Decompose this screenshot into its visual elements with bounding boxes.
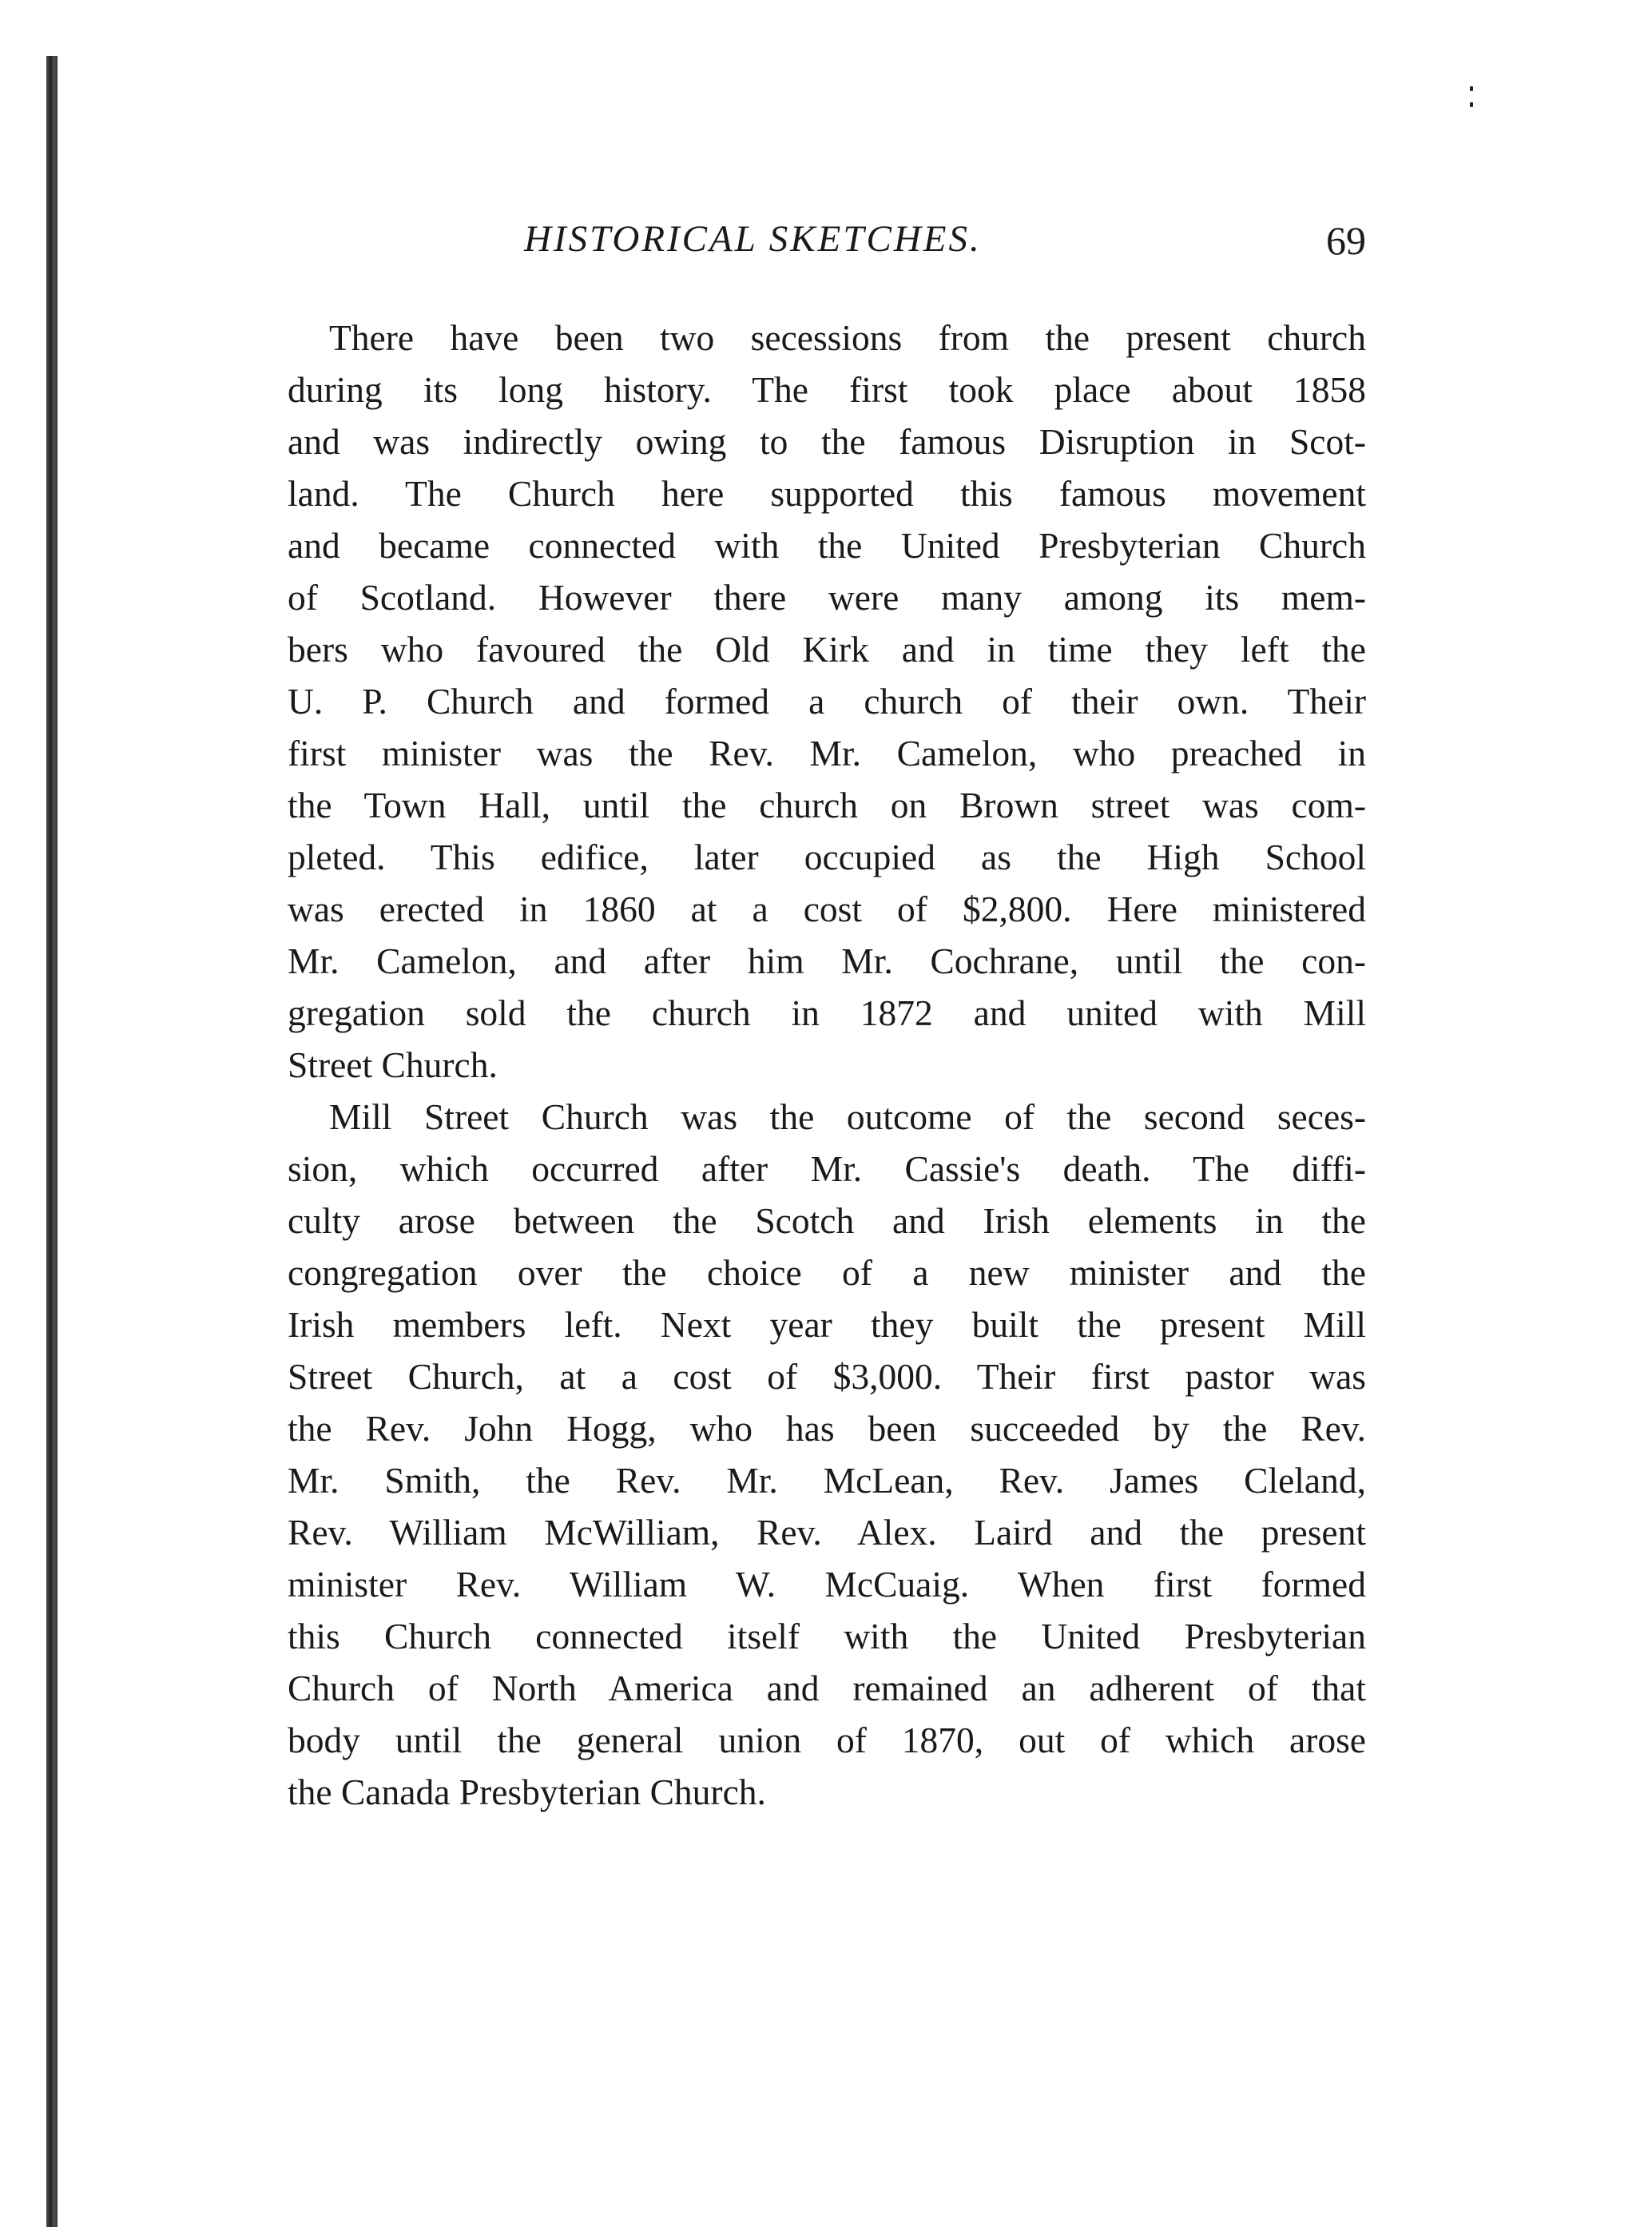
running-head (288, 217, 1366, 273)
text-line: this Church connected itself with the United Presbyterian (288, 1616, 1366, 1656)
text-line: the Rev. John Hogg, who has been succeeded by the Rev. (288, 1408, 1366, 1449)
text-line: U. P. Church and formed a church of their own. Their (288, 681, 1366, 722)
text-line: and became connected with the United Presbyterian Church (288, 525, 1366, 566)
text-line: There have been two secessions from the present church (329, 317, 1366, 358)
text-line: pleted. This edifice, later occupied as the High School (288, 837, 1366, 877)
text-line: first minister was the Rev. Mr. Camelon, who preached in (288, 733, 1366, 773)
text-line: Mr. Smith, the Rev. Mr. McLean, Rev. James Cleland, (288, 1460, 1366, 1501)
text-line: bers who favoured the Old Kirk and in time they left the (288, 629, 1366, 670)
text-line: minister Rev. William W. McCuaig. When first formed (288, 1564, 1366, 1605)
text-line: Rev. William McWilliam, Rev. Alex. Laird and the present (288, 1512, 1366, 1553)
text-line: congregation over the choice of a new minister and the (288, 1252, 1366, 1293)
running-title: HISTORICAL SKETCHES. (524, 218, 982, 260)
text-line: was erected in 1860 at a cost of $2,800. Here ministered (288, 889, 1366, 929)
text-line: gregation sold the church in 1872 and united with Mill (288, 992, 1366, 1033)
text-line: the Canada Presbyterian Church. (288, 1772, 766, 1812)
text-line: Church of North America and remained an adherent of that (288, 1668, 1366, 1708)
text-line: body until the general union of 1870, out of which arose (288, 1720, 1366, 1760)
text-line: Street Church, at a cost of $3,000. Their first pastor was (288, 1356, 1366, 1397)
scan-speck (1470, 102, 1473, 107)
text-line: Irish members left. Next year they built the present Mill (288, 1304, 1366, 1345)
scan-speck (1470, 86, 1473, 91)
page-number: 69 (1326, 218, 1366, 263)
body-text (288, 312, 1366, 1818)
text-line: Street Church. (288, 1044, 498, 1085)
text-line: sion, which occurred after Mr. Cassie's death. The diffi- (288, 1148, 1366, 1189)
scan-binding-edge (46, 56, 58, 2227)
text-line: and was indirectly owing to the famous Disruption in Scot- (288, 421, 1366, 462)
text-line: of Scotland. However there were many among its mem- (288, 577, 1366, 618)
paragraph-1 (288, 312, 1366, 1091)
text-line: the Town Hall, until the church on Brown street was com- (288, 785, 1366, 825)
text-line: Mr. Camelon, and after him Mr. Cochrane, until the con- (288, 941, 1366, 981)
text-line: land. The Church here supported this famous movement (288, 473, 1366, 514)
text-line: culty arose between the Scotch and Irish elements in the (288, 1200, 1366, 1241)
text-line: Mill Street Church was the outcome of the second seces- (329, 1096, 1366, 1137)
paragraph-2 (288, 1091, 1366, 1818)
text-line: during its long history. The first took place about 1858 (288, 369, 1366, 410)
